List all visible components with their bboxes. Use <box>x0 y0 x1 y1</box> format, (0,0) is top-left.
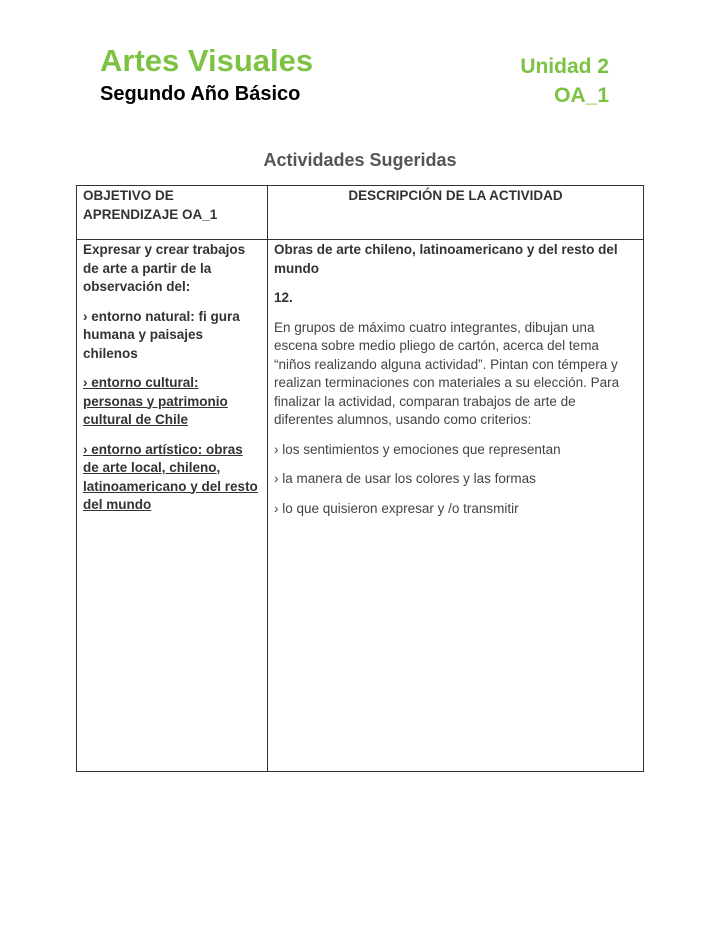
activity-number: 12. <box>274 290 293 305</box>
criterion-feelings: › los sentimientos y emociones que representan <box>274 441 561 457</box>
criterion-colors-forms: › la manera de usar los colores y las formas <box>274 471 536 486</box>
subject-title: Artes Visuales <box>100 43 314 78</box>
activity-description: En grupos de máximo cuatro integrantes, dibujan una escena sobre medio pliego de cartón, acerca del tema “niños realizando alguna actividad”. Pintan con témpera y realizan terminaciones con materiales a su elección. Para finalizar la actividad, comparan trabajos de arte de diferentes alumnos, usando como criterios: <box>274 319 620 427</box>
objective-cell <box>77 240 268 772</box>
section-title: Actividades Sugeridas <box>263 150 457 170</box>
description-header: DESCRIPCIÓN DE LA ACTIVIDAD <box>268 186 644 240</box>
oa-code: OA_1 <box>554 84 609 107</box>
objective-header: OBJETIVO DE APRENDIZAJE OA_1 <box>77 186 268 240</box>
activity-title: Obras de arte chileno, latinoamericano y del resto del mundo <box>274 242 618 276</box>
activity-table <box>76 185 644 772</box>
table-body-row <box>77 240 644 772</box>
objective-item-artistic: › entorno artístico: obras de arte local, chileno, latinoamericano y del resto del mundo <box>83 441 258 512</box>
header-right <box>520 52 609 110</box>
grade-subtitle: Segundo Año Básico <box>100 83 301 105</box>
unit-label: Unidad 2 <box>520 55 609 78</box>
criterion-expression: › lo que quisieron expresar y /o transmitir <box>274 500 519 516</box>
table-header-row <box>77 186 644 240</box>
objective-item-cultural: › entorno cultural: personas y patrimonio cultural de Chile <box>83 375 228 427</box>
header-left <box>100 42 313 106</box>
objective-intro: Expresar y crear trabajos de arte a partir de la observación del: <box>83 242 246 294</box>
objective-item-natural: › entorno natural: fi gura humana y paisajes chilenos <box>83 308 240 361</box>
description-cell <box>268 240 644 772</box>
